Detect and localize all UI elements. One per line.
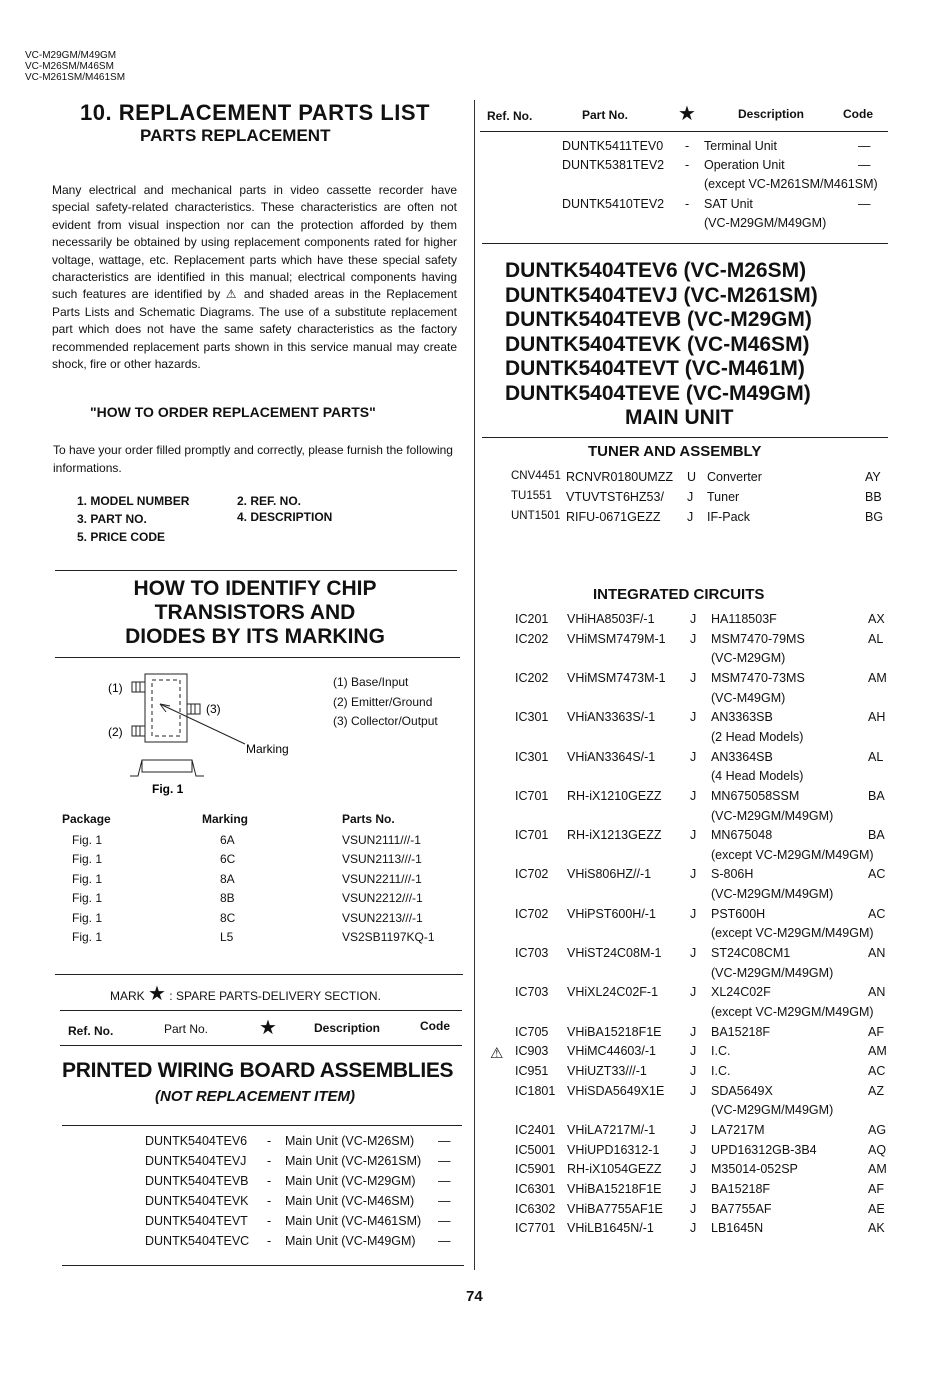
star-mark: J <box>690 1162 697 1177</box>
separator: - <box>685 158 690 172</box>
description: ST24C08CM1 <box>711 946 791 961</box>
chip-title-line: DIODES BY ITS MARKING <box>125 625 385 648</box>
description: BA15218F <box>711 1181 771 1196</box>
cell: 8A <box>220 871 235 886</box>
ref-no: IC5901 <box>515 1162 556 1177</box>
cell: VSUN2212///-1 <box>342 891 423 906</box>
intro-paragraph: Many electrical and mechanical parts in video cassette recorder have special safety-related characteristics. These characteristics are often not evident from visual inspection nor can the protection afforded by them necessarily be obtained by using replacement components rated for higher voltage, wattage, etc. Replacement parts which have these special safety characteristics are identified in this manual; electrical components having such features are identified by ⚠ and shaded areas in the Replacement Parts Lists and Schematic Diagrams. The use of a substitute replacement part which does not have the same safety characteristics as the factory recommended replacement parts shown in this service manual may create shock, fire or other hazards. <box>52 183 457 372</box>
cell: 6A <box>220 832 235 847</box>
description: Main Unit (VC-M46SM) <box>285 1194 415 1208</box>
description: SDA5649X <box>711 1083 773 1098</box>
legend-item: (1) Base/Input <box>333 675 409 689</box>
order-title: "HOW TO ORDER REPLACEMENT PARTS" <box>90 404 376 420</box>
chip-side-view <box>130 760 204 776</box>
description: LA7217M <box>711 1122 765 1137</box>
chip-title-line: HOW TO IDENTIFY CHIP <box>133 577 377 600</box>
star-mark: J <box>690 985 697 1000</box>
main-unit-line: DUNTK5404TEVE (VC-M49GM) <box>505 381 811 405</box>
part-no: VHiST24C08M-1 <box>567 946 662 961</box>
part-no: DUNTK5404TEVJ <box>145 1154 247 1168</box>
description: Tuner <box>707 490 740 504</box>
column-divider <box>474 100 475 1270</box>
star-icon: ★ <box>148 983 166 1005</box>
ref-no: IC201 <box>515 612 549 626</box>
order-item: 2. REF. NO. <box>237 494 302 508</box>
description: Converter <box>707 470 762 484</box>
ref-no: IC701 <box>515 788 549 803</box>
description: XL24C02F <box>711 985 771 1000</box>
main-unit-line: DUNTK5404TEV6 (VC-M26SM) <box>505 259 807 282</box>
column-header: Marking <box>202 812 249 826</box>
star-mark: J <box>690 1024 697 1039</box>
divider <box>62 1265 464 1266</box>
chip-section-title <box>55 577 455 649</box>
description: Operation Unit <box>704 158 785 172</box>
star-mark: J <box>690 788 697 803</box>
cell: Fig. 1 <box>72 910 103 925</box>
part-no: VHiUZT33///-1 <box>567 1063 647 1078</box>
ref-no: TU1551 <box>511 490 552 502</box>
description: Main Unit (VC-M461SM) <box>285 1214 422 1228</box>
cell: VSUN2213///-1 <box>342 910 423 925</box>
part-no: DUNTK5381TEV2 <box>562 158 665 172</box>
ref-no: IC705 <box>515 1024 549 1039</box>
code: AN <box>868 946 886 961</box>
ref-no: IC903 <box>515 1044 549 1059</box>
mark-note <box>110 983 381 1005</box>
code: AH <box>868 710 886 725</box>
code: — <box>438 1194 451 1208</box>
ref-no: IC702 <box>515 867 549 882</box>
pin-2 <box>132 726 145 736</box>
marking-label: Marking <box>246 742 289 756</box>
model-line: VC-M26SM/M46SM <box>25 61 114 72</box>
star-mark: J <box>690 1221 697 1236</box>
part-no: VHiPST600H/-1 <box>567 906 656 921</box>
part-no: VHiBA15218F1E <box>567 1181 662 1196</box>
description: IF-Pack <box>707 510 751 524</box>
star-mark: J <box>690 1142 697 1157</box>
ref-no: IC702 <box>515 906 549 921</box>
legend-item: (2) Emitter/Ground <box>333 694 433 709</box>
description: (2 Head Models) <box>711 729 804 744</box>
section-subtitle: PARTS REPLACEMENT <box>140 126 331 145</box>
ref-no: IC701 <box>515 828 549 843</box>
part-no: VTUVTST6HZ53/ <box>566 490 664 504</box>
ref-no: IC202 <box>515 670 549 685</box>
main-unit-line: DUNTK5404TEVJ (VC-M261SM) <box>505 283 818 307</box>
code: — <box>858 158 871 172</box>
section-title: 10. REPLACEMENT PARTS LIST <box>80 100 430 125</box>
model-header <box>25 50 125 83</box>
header-description: Description <box>314 1021 381 1035</box>
chip-title-line: TRANSISTORS AND <box>154 601 356 624</box>
description: MN675048 <box>711 828 773 843</box>
part-no: RH-iX1213GEZZ <box>567 828 662 843</box>
description: LB1645N <box>711 1221 764 1236</box>
description: Main Unit (VC-M49GM) <box>285 1234 416 1248</box>
cell: Fig. 1 <box>72 852 103 867</box>
ref-no: UNT1501 <box>511 510 561 522</box>
star-mark: J <box>690 1083 697 1098</box>
part-no: VHiMSM7473M-1 <box>567 670 666 685</box>
description: SAT Unit <box>704 197 753 211</box>
divider <box>480 131 888 132</box>
star-mark: J <box>690 1122 697 1137</box>
star-mark: J <box>690 670 697 685</box>
code: — <box>858 139 871 153</box>
description: M35014-052SP <box>711 1162 798 1177</box>
pin-1 <box>132 682 145 692</box>
description: BA15218F <box>711 1024 771 1039</box>
cell: 6C <box>220 852 236 867</box>
separator: - <box>267 1194 272 1208</box>
ref-no: IC2401 <box>515 1122 556 1137</box>
code: AC <box>868 1063 886 1078</box>
column-header: Package <box>62 812 111 826</box>
code: BA <box>868 788 885 803</box>
table-row <box>62 850 452 870</box>
separator: - <box>267 1154 272 1168</box>
part-no: VHiMC44603/-1 <box>567 1044 656 1059</box>
part-no: VHiLB1645N/-1 <box>567 1221 654 1236</box>
model-line: VC-M261SM/M461SM <box>25 72 126 83</box>
ref-no: IC951 <box>515 1063 549 1078</box>
part-no: VHiAN3363S/-1 <box>567 710 656 725</box>
ref-no: IC301 <box>515 710 549 725</box>
code: AX <box>868 612 885 626</box>
part-no: RH-iX1210GEZZ <box>567 788 662 803</box>
star-icon: ★ <box>259 1017 277 1039</box>
star-mark: J <box>690 1201 697 1216</box>
star-mark: J <box>690 631 697 646</box>
part-no: DUNTK5411TEV0 <box>562 139 664 153</box>
code: — <box>438 1174 451 1188</box>
description: (VC-M29GM/M49GM) <box>711 808 834 823</box>
safety-icon: ⚠ <box>490 1045 504 1063</box>
code: AC <box>868 867 886 882</box>
description: (except VC-M29GM/M49GM) <box>711 847 874 862</box>
description: AN3364SB <box>711 749 773 764</box>
description: (except VC-M29GM/M49GM) <box>711 1005 874 1019</box>
separator: - <box>685 197 690 211</box>
column-header: Parts No. <box>342 812 395 826</box>
description: Terminal Unit <box>704 139 777 153</box>
description: Main Unit (VC-M26SM) <box>285 1134 415 1148</box>
ic-title: INTEGRATED CIRCUITS <box>593 586 765 603</box>
code: BB <box>865 490 882 504</box>
code: — <box>438 1234 451 1248</box>
code: AG <box>868 1122 887 1137</box>
part-no: VHiUPD16312-1 <box>567 1142 660 1157</box>
code: AF <box>868 1181 884 1196</box>
pin-label: (3) <box>206 702 221 716</box>
part-no: VHiHA8503F/-1 <box>567 612 655 626</box>
part-no: VHiBA15218F1E <box>567 1024 662 1039</box>
model-line: VC-M29GM/M49GM <box>25 50 117 61</box>
ref-no: IC202 <box>515 631 549 646</box>
order-item: 5. PRICE CODE <box>77 530 166 544</box>
pin-legend <box>333 673 438 732</box>
code: — <box>438 1134 451 1148</box>
description: PST600H <box>711 906 766 921</box>
description: UPD16312GB-3B4 <box>711 1142 817 1157</box>
pin-3 <box>187 704 200 714</box>
table-row <box>62 928 452 948</box>
part-no: VHiSDA5649X1E <box>567 1083 665 1098</box>
star-mark: J <box>690 612 697 626</box>
code: BA <box>868 828 885 843</box>
order-item: 1. MODEL NUMBER <box>77 494 190 508</box>
part-no: DUNTK5404TEV6 <box>145 1134 248 1148</box>
ref-no: IC7701 <box>515 1221 556 1236</box>
code: AM <box>868 1162 887 1177</box>
pwb-title: PRINTED WIRING BOARD ASSEMBLIES <box>62 1059 454 1082</box>
star-icon: ★ <box>678 103 696 125</box>
separator: - <box>267 1134 272 1148</box>
description: S-806H <box>711 867 754 882</box>
cell: Fig. 1 <box>72 891 103 906</box>
part-no: DUNTK5404TEVB <box>145 1174 249 1188</box>
description: (VC-M29GM/M49GM) <box>711 1103 834 1118</box>
code: AL <box>868 631 884 646</box>
header-part: Part No. <box>582 108 629 122</box>
divider <box>60 1045 462 1046</box>
main-unit-line: MAIN UNIT <box>625 406 734 429</box>
description: BA7755AF <box>711 1201 772 1216</box>
code: AM <box>868 1044 887 1059</box>
tuner-title: TUNER AND ASSEMBLY <box>588 443 762 460</box>
separator: - <box>685 139 690 153</box>
header-ref: Ref. No. <box>487 109 533 123</box>
main-unit-heading <box>505 259 905 431</box>
table-row <box>62 889 452 909</box>
part-no: RCNVR0180UMZZ <box>566 470 673 484</box>
code: BG <box>865 510 884 524</box>
table-row <box>62 830 452 850</box>
header-code: Code <box>420 1019 450 1033</box>
chip-diagram <box>100 666 310 796</box>
ref-no: IC703 <box>515 985 549 1000</box>
star-mark: J <box>690 828 697 843</box>
header-description: Description <box>738 107 805 121</box>
part-no: VHiAN3364S/-1 <box>567 749 656 764</box>
divider <box>60 1010 462 1011</box>
mark-note-prefix: MARK <box>110 989 145 1003</box>
page-number: 74 <box>466 1288 483 1305</box>
part-no: VHiLA7217M/-1 <box>567 1122 656 1137</box>
star-mark: J <box>690 1063 697 1078</box>
table-header-row <box>62 812 452 830</box>
description: Main Unit (VC-M29GM) <box>285 1174 416 1188</box>
star-mark: J <box>690 946 697 961</box>
code: — <box>438 1154 451 1168</box>
ref-no: IC6301 <box>515 1181 556 1196</box>
star-mark: J <box>690 867 697 882</box>
star-mark: J <box>687 510 694 524</box>
star-mark: J <box>687 490 694 504</box>
part-no: DUNTK5404TEVC <box>145 1234 250 1248</box>
part-no: RIFU-0671GEZZ <box>566 510 661 524</box>
description: Main Unit (VC-M261SM) <box>285 1154 422 1168</box>
divider <box>482 243 888 244</box>
part-no: VHiBA7755AF1E <box>567 1201 663 1216</box>
code: AK <box>868 1221 885 1236</box>
code: AZ <box>868 1083 884 1098</box>
description: (VC-M29GM) <box>711 651 786 666</box>
star-mark: J <box>690 710 697 725</box>
ic-list <box>490 612 900 1252</box>
part-no: VHiS806HZ//-1 <box>567 867 652 882</box>
description: (VC-M29GM/M49GM) <box>704 216 827 230</box>
star-mark: J <box>690 749 697 764</box>
star-mark: J <box>690 1181 697 1196</box>
table-row <box>62 869 452 889</box>
ref-no: IC5001 <box>515 1142 556 1157</box>
main-unit-line: DUNTK5404TEVT (VC-M461M) <box>505 357 805 380</box>
code: AL <box>868 749 884 764</box>
description: (except VC-M261SM/M461SM) <box>704 177 878 191</box>
description: (VC-M29GM/M49GM) <box>711 965 834 980</box>
separator: - <box>267 1174 272 1188</box>
part-no: DUNTK5404TEVK <box>145 1194 249 1208</box>
cell: L5 <box>220 930 234 945</box>
pin-label: (2) <box>108 725 123 739</box>
description: MN675058SSM <box>711 788 800 803</box>
mark-note-text: : SPARE PARTS-DELIVERY SECTION. <box>169 989 381 1003</box>
description: MSM7470-73MS <box>711 670 805 685</box>
cell: 8B <box>220 891 235 906</box>
part-no: VHiXL24C02F-1 <box>567 985 659 1000</box>
header-ref: Ref. No. <box>68 1024 114 1038</box>
order-intro: To have your order filled promptly and correctly, please furnish the following informations. <box>53 443 453 475</box>
description: MSM7470-79MS <box>711 631 805 646</box>
main-unit-line: DUNTK5404TEVK (VC-M46SM) <box>505 332 810 356</box>
marking-table <box>62 812 452 947</box>
cell: VSUN2111///-1 <box>342 832 421 847</box>
divider <box>62 1125 462 1126</box>
code: AE <box>868 1201 885 1216</box>
part-no: RH-iX1054GEZZ <box>567 1162 662 1177</box>
code: AM <box>868 670 887 685</box>
part-no: VHiMSM7479M-1 <box>567 631 666 646</box>
code: AF <box>868 1024 884 1039</box>
description: AN3363SB <box>711 710 773 725</box>
code: — <box>438 1214 451 1228</box>
cell: VS2SB1197KQ-1 <box>342 930 435 945</box>
header-code: Code <box>843 107 873 121</box>
code: AC <box>868 906 886 921</box>
table-row <box>62 908 452 928</box>
pwb-subtitle: (NOT REPLACEMENT ITEM) <box>155 1088 355 1105</box>
separator: - <box>267 1234 272 1248</box>
cell: VSUN2113///-1 <box>342 852 422 867</box>
cell: 8C <box>220 910 236 925</box>
code: AQ <box>868 1142 887 1157</box>
star-mark: U <box>687 470 697 484</box>
main-unit-line: DUNTK5404TEVB (VC-M29GM) <box>505 308 812 331</box>
description: HA118503F <box>711 612 777 626</box>
ref-no: IC6302 <box>515 1201 556 1216</box>
description: (except VC-M29GM/M49GM) <box>711 926 874 941</box>
description: I.C. <box>711 1063 731 1078</box>
star-mark: J <box>690 906 697 921</box>
pin-label: (1) <box>108 681 123 695</box>
ref-no: IC703 <box>515 946 549 961</box>
description: I.C. <box>711 1044 731 1059</box>
cell: Fig. 1 <box>72 832 103 847</box>
cell: Fig. 1 <box>72 930 103 945</box>
divider <box>482 437 888 438</box>
cell: VSUN2211///-1 <box>342 871 422 886</box>
order-item: 4. DESCRIPTION <box>237 510 333 524</box>
part-no: DUNTK5404TEVT <box>145 1214 248 1228</box>
header-part: Part No. <box>164 1022 209 1036</box>
part-no: DUNTK5410TEV2 <box>562 197 665 211</box>
description: (VC-M29GM/M49GM) <box>711 887 834 902</box>
divider <box>55 974 463 975</box>
order-item: 3. PART NO. <box>77 512 147 526</box>
star-mark: J <box>690 1044 697 1059</box>
ref-no: IC301 <box>515 749 549 764</box>
separator: - <box>267 1214 272 1228</box>
code: — <box>858 197 871 211</box>
ref-no: IC1801 <box>515 1083 556 1098</box>
figure-caption: Fig. 1 <box>152 782 184 796</box>
description: (4 Head Models) <box>711 769 804 784</box>
code: AY <box>865 470 881 484</box>
marking-leader <box>160 704 245 744</box>
divider <box>55 657 460 658</box>
code: AN <box>868 985 886 1000</box>
cell: Fig. 1 <box>72 871 103 886</box>
legend-item: (3) Collector/Output <box>333 714 438 728</box>
description: (VC-M49GM) <box>711 690 786 705</box>
divider <box>55 570 457 571</box>
ref-no: CNV4451 <box>511 470 561 482</box>
